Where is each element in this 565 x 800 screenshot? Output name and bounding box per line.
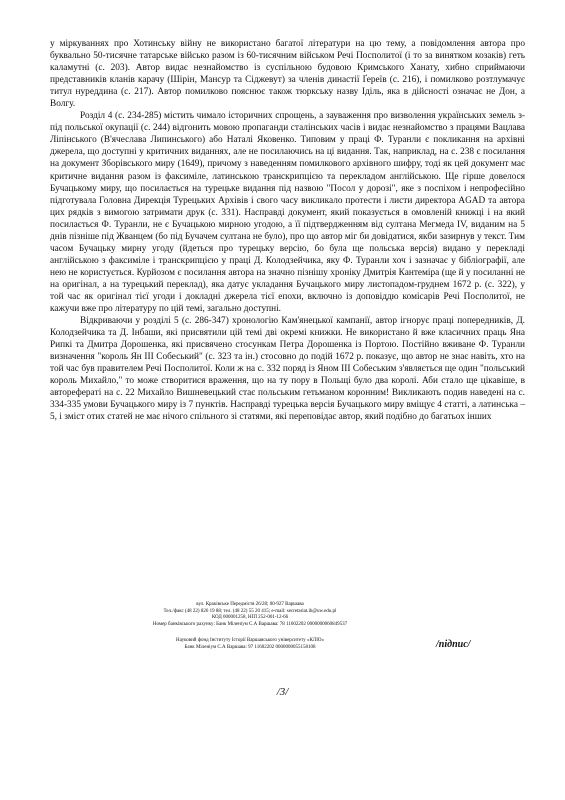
footer-fund: Науковий фонд Інституту Історії Варшавського університету «КЛІО» [176, 638, 324, 644]
footer-codes: КОД 000001258, НІП 252-001-12-66 [211, 615, 289, 621]
paragraph-2: Розділ 4 (с. 234-285) містить чимало історичних спрощень, а зауваження про визволення українських земель з-під польської окупації (с. 244) відгонить мовою пропаганди сталінських часів і видає незнайомство з працями Вацлава Ліпінського (В'ячеслава Липинського) або Наталі Яковенко. Типовим у праці Ф. Турaнли є покликання на архівні джерела, що доступні у критичних виданнях, але не посилаючись на ці видання. Так, наприклад, на с. 238 є посилання на документ Зборівського миру (1649), причому з наведенням помилкового архівного шифру, тоді як цей документ має критичне видання разом із факсиміле, латинською транскрипцією та перекладом англійською. Ще гірше довелося Бучацькому миру, що посилається на турецьке видання під назвою "Посол у дорозі", яке з поспіхом і непрофесійно підготувала Головна Дирекція Турецьких Архівів і свого часу викликало протести і листи директора AGAD та автора цих рядків з вимогою затримати друк (с. 331). Насправді документ, який показується в омовленій книжці і на який посилається Ф. Турaнли, не є Бучацькою мирною угодою, а її підтвердженням від султана Мегмеда IV, виданим на 5 днів пізніше під Жванцем (бо під Бучачем султана не було), про що автор міг би довідатися, якби зазирнув у текст. Тим часом Бучацьку мирну угоду (йдеться про турецьку версію, бо була ще польська версія) видано у перекладі англійською з факсиміле і транскрипцією у праці Д. Колодзейчика, яку Ф. Турaнли хоч і зазначає у бібліографії, але нею не користується. Курйозом є посилання автора на значно пізнішу хроніку Дмитрія Кантеміра (ще й у посиланні не на оригінал, а на турецький переклад), яка датує укладання Бучацького миру листопадом-груднем 1672 р. (с. 322), у той час як оригінал тієї угоди і докладні джерела тієї епохи, включно із доповіддю комісарів Речі Посполитої, не кажучи вже про літературу по цій темі, загально доступні. [50, 111, 525, 315]
paragraph-3: Відкриваючи у розділі 5 (с. 286-347) хронологію Кам'янецької кампанії, автор ігнорує праці попередників, Д. Колодзейчика та Д. Інбаши, які присвятили цій темі дві окремі книжки. Не використано й вже класичних праць Яна Рипкі та Дмитра Дорошенка, які присвячено стосункам Петра Дорошенка із Портою. Постійно вживане Ф. Турaнли визначення "король Ян III Собеський" (с. 323 та ін.) стосовно до подій 1672 р. показує, що автор не знає навіть, хто на той час був правителем Речі Посполитої. Коли ж на с. 332 поряд із Яном III Собеським з'являється ще один "польський король Михайло," то може створитися враження, що на ту пору в Польщі було два королі. Аби стало ще цікавіше, в автореферaті на с. 22 Михайло Вишневецький стає польським гетьманом коронним! Викликають подив наведені на с. 334-335 умови Бучацького миру із 7 пунктів. Насправді турецька версія Бучацького миру вміщує 4 статті, а латинська – 5, і зміст отих статей не має нічого спільного зі статями, які переповідає автор, який подібно до багатьох інших [50, 316, 525, 423]
footer-address: вул. Краківське Передмістя 26/28; 00-927 Варшава [196, 602, 304, 607]
footer-phone: Тел./факс (48 22) 826 19 88; тел. (48 22) 55 20 415; e-mail: secretariat.ih@uw.edu.pl [163, 608, 337, 614]
body-text [50, 38, 525, 424]
paragraph-1: у міркуваннях про Хотинську війну не використано багатої літератури на цю тему, а повідомлення автора про буквально 50-тисячне татарське військо разом із 60-тисячним військом Речі Посполитої (і то за винятком козаків) геть каламутні (с. 203). Автор видає незнайомство із суспільною будовою Кримського Ханату, хибно сприймаючи представників кланів карачу (Шірін, Мансур та Сіджевут) за членів династії Ґереїв (с. 216), і помилково розтлумачує титул нуреддина (с. 217). Автор помилково пояснює також тюркську назву Іділь, яка в дійсності означає не Дон, а Волгу. [50, 39, 525, 110]
letterhead-footer [100, 602, 400, 652]
signature-note: /підпис/ [436, 639, 471, 650]
footer-fund-bank: Банк Міленіум С.А Варшава: 97 11602202 0000000055158108 [184, 644, 316, 650]
page-number: /3/ [276, 686, 289, 698]
footer-bank-account: Номер банківського рахунку: Банк Міленіум С.А Варшава: 78 11602202 0000000060849537 [152, 621, 348, 627]
